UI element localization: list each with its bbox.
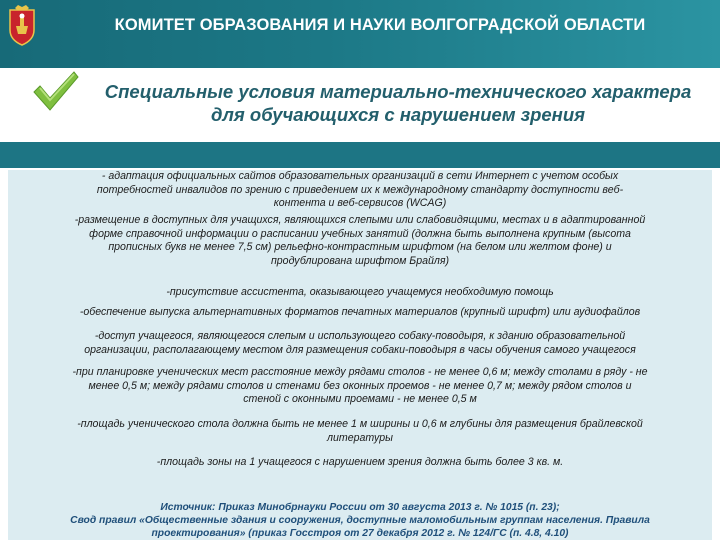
text-line: -размещение в доступных для учащихся, являющихся слепыми или слабовидящими, местах и в адаптированной: [74, 214, 646, 226]
source-line-1: [8, 501, 712, 514]
text-line: - адаптация официальных сайтов образовательных организаций в сети Интернет с учетом особых: [101, 170, 619, 182]
text-line: продублирована шрифтом Брайля): [270, 254, 450, 267]
requirement-alternative-formats: [8, 306, 712, 320]
text-line: литературы: [327, 431, 393, 444]
text-line: стеной с оконными проемами - не менее 0,5 м: [243, 393, 477, 405]
source-label: Источник:: [160, 502, 216, 513]
slide-title-line-1: Специальные условия материально-технического характера: [104, 81, 692, 102]
coat-of-arms-icon: [7, 4, 37, 46]
source-footer: [8, 500, 712, 540]
text-line: организации, располагающему местом для размещения собаки-поводыря в часы обучения самого учащегося: [84, 343, 636, 356]
slide-title: [78, 80, 718, 126]
text-line: менее 0,5 м; между рядами столов и стенами без оконных проемов - не менее 0,7 м; между рядом столов и: [88, 379, 632, 392]
text-line: потребностей инвалидов по зрению с приведением их к международному стандарту доступности веб-: [96, 183, 624, 196]
source-line-3: проектирования» (приказ Госстроя от 27 декабря 2012 г. № 124/ГС (п. 4.8, 4.10): [151, 528, 569, 539]
section-band: [0, 142, 720, 168]
requirement-zone-area: [8, 456, 712, 470]
requirement-guide-dog: [8, 330, 712, 357]
source-line-2: Свод правил «Общественные здания и сооружения, доступные маломобильным группам населения. Правила: [70, 515, 650, 526]
text-line: прописных букв не менее 7,5 см) рельефно-контрастным шрифтом (на белом или желтом фоне) и: [108, 241, 612, 253]
text-line: -присутствие ассистента, оказывающего учащемуся необходимую помощь: [166, 286, 554, 298]
text-line: форме справочной информации о расписании учебных занятий (должна быть выполнена крупным (высота: [89, 227, 631, 240]
text-line: -площадь зоны на 1 учащегося с нарушением зрения должна быть более 3 кв. м.: [156, 456, 564, 468]
text-line: -площадь ученического стола должна быть не менее 1 м ширины и 0,6 м глубины для размещения брайлевской: [77, 418, 643, 430]
requirement-website-adaptation: [8, 170, 712, 211]
checkmark-icon: [28, 68, 80, 114]
requirement-assistant: [8, 286, 712, 300]
header-bar: [0, 0, 720, 68]
slide-title-line-2: для обучающихся с нарушением зрения: [210, 104, 586, 125]
requirement-desk-spacing: [8, 366, 712, 407]
text-line: -обеспечение выпуска альтернативных форматов печатных материалов (крупный шрифт) или аудиофайлов: [79, 306, 641, 318]
text-line: -при планировке ученических мест расстояние между рядами столов - не менее 0,6 м; между столами в ряду - не: [72, 366, 648, 378]
requirement-desk-area: [8, 418, 712, 445]
organization-title: КОМИТЕТ ОБРАЗОВАНИЯ И НАУКИ ВОЛГОГРАДСКОЙ ОБЛАСТИ: [114, 16, 646, 34]
requirements-panel: [8, 170, 712, 500]
requirement-schedule-info: [8, 214, 712, 268]
text-line: -доступ учащегося, являющегося слепым и использующего собаку-поводыря, к зданию образовательной: [94, 330, 626, 342]
source-text: Приказ Минобрнауки России от 30 августа 2013 г. № 1015 (п. 23);: [215, 502, 560, 513]
text-line: контента и веб-сервисов (WCAG): [273, 197, 447, 209]
